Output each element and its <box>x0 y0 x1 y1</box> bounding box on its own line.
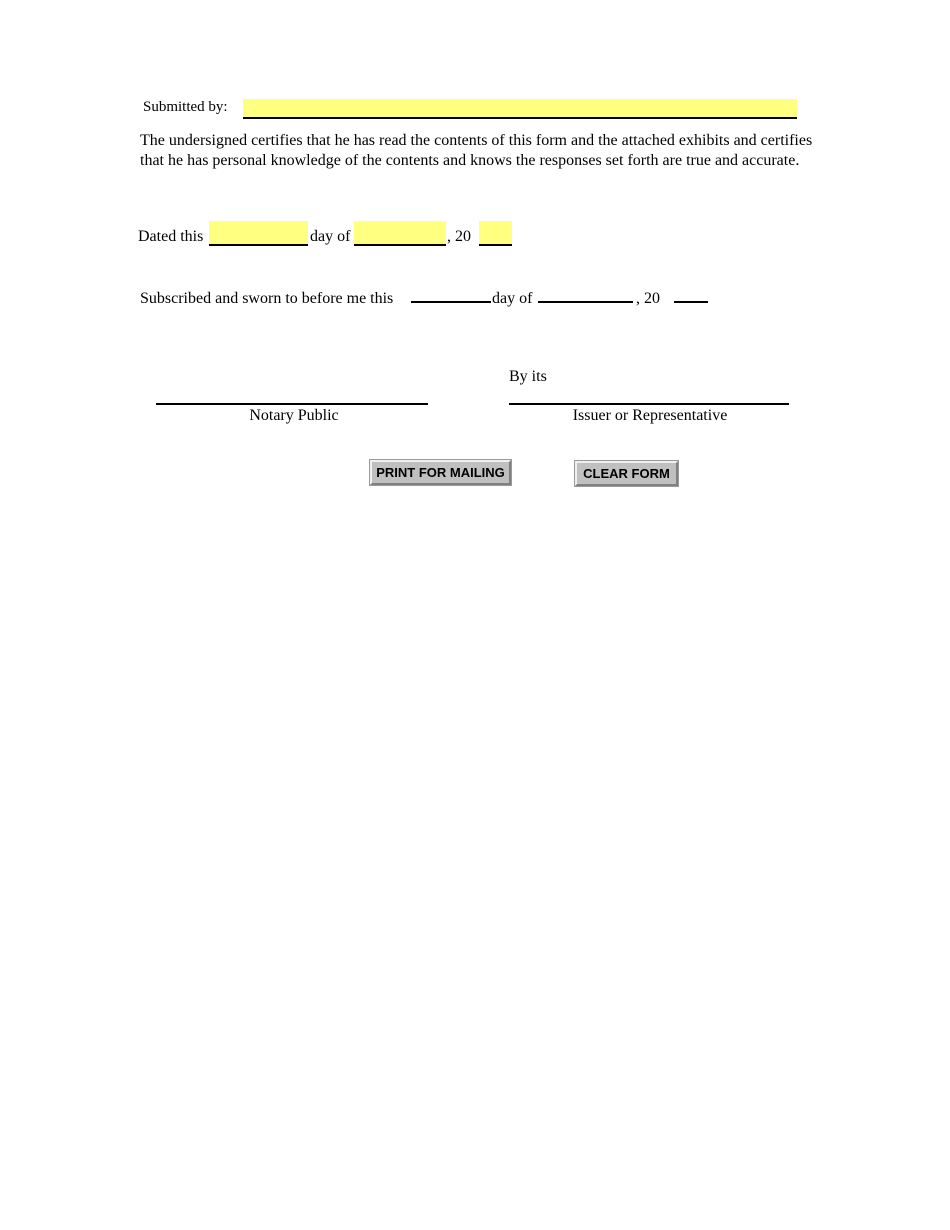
subscribed-label: Subscribed and sworn to before me this <box>140 290 394 307</box>
dated-this-label: Dated this <box>138 228 204 245</box>
dated-day-input[interactable] <box>209 221 308 246</box>
subscribed-century-label: , 20 <box>636 290 660 307</box>
certification-text: The undersigned certifies that he has read the contents of this form and the attached exhibits and certifies that he has personal knowledge of the contents and knows the responses set forth are true and accurate. <box>140 132 813 169</box>
submitted-by-label: Submitted by: <box>143 99 228 115</box>
dated-day-of-label: day of <box>310 228 351 245</box>
dated-year-input[interactable] <box>479 221 512 246</box>
submitted-by-input[interactable] <box>243 99 797 119</box>
dated-month-input[interactable] <box>354 221 446 246</box>
print-for-mailing-button[interactable]: PRINT FOR MAILING <box>370 460 511 485</box>
clear-form-button[interactable]: CLEAR FORM <box>575 461 678 486</box>
notary-signature-line <box>156 403 428 405</box>
subscribed-day-line <box>411 301 491 303</box>
subscribed-month-line <box>538 301 633 303</box>
notary-public-label: Notary Public <box>249 407 339 424</box>
issuer-signature-line <box>509 403 789 405</box>
subscribed-day-of-label: day of <box>492 290 533 307</box>
by-its-label: By its <box>509 368 547 385</box>
issuer-representative-label: Issuer or Representative <box>572 407 728 424</box>
subscribed-year-line <box>674 301 708 303</box>
dated-century-label: , 20 <box>447 228 471 245</box>
